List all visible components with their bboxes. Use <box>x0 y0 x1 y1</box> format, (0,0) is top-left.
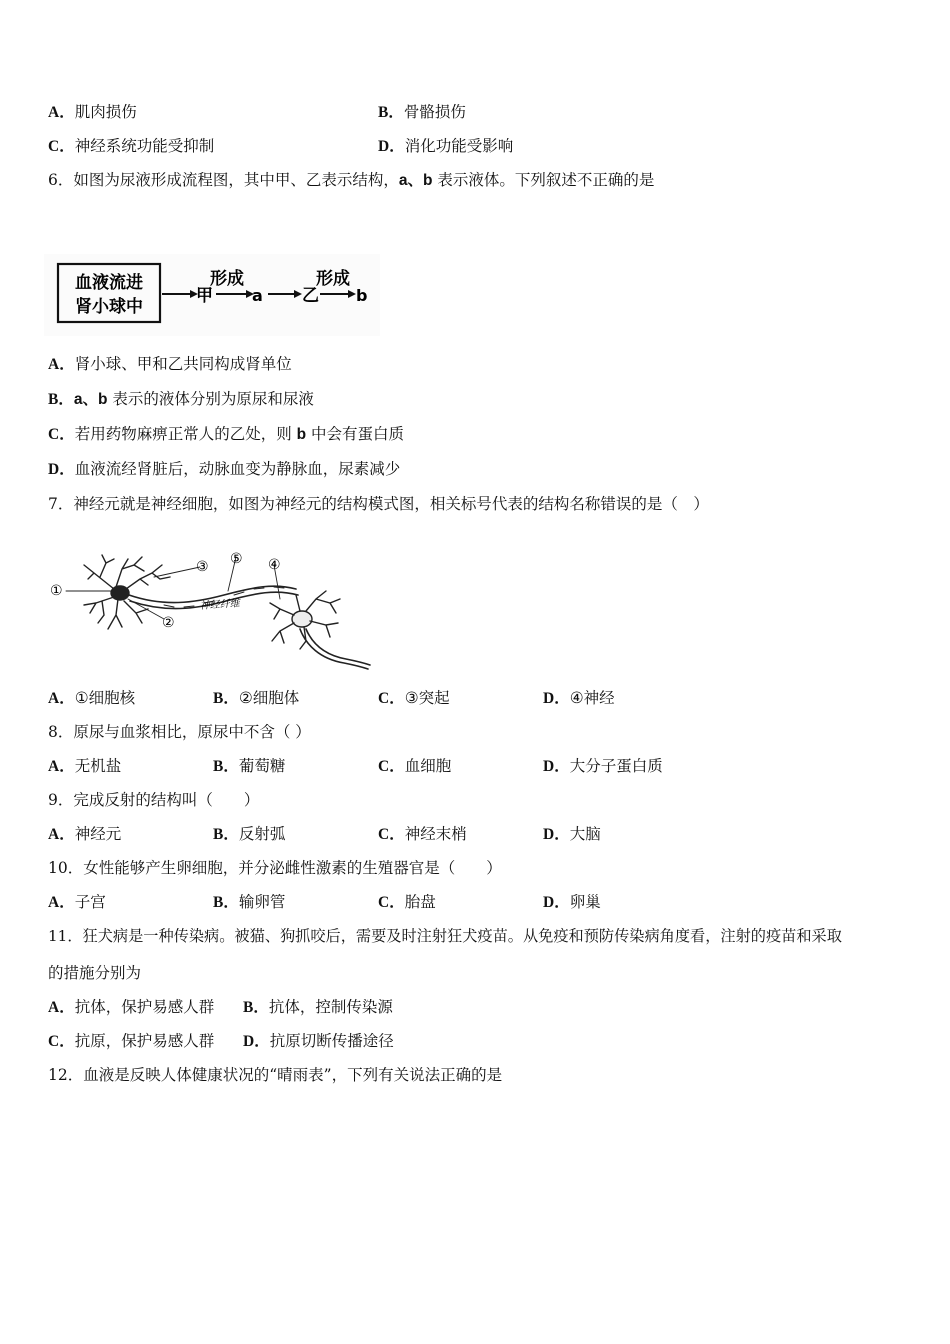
q9-stem: 9．完成反射的结构叫（ ） <box>48 791 260 809</box>
label-yi: 乙 <box>302 286 319 306</box>
nerve-fiber-label: 神经纤维 <box>199 598 241 612</box>
q8-stem: 8．原尿与血浆相比，原尿中不含（ ） <box>48 723 311 741</box>
q10-option-d: D．卵巢 <box>543 893 601 911</box>
neuron-drawing <box>66 555 370 669</box>
q7-option-a: A．①细胞核 <box>48 689 136 707</box>
q5-option-c: C．神经系统功能受抑制 <box>48 137 215 155</box>
dendrite-5 <box>126 565 170 589</box>
q10-option-c: C．胎盘 <box>378 893 436 911</box>
q6-option-d: D．血液流经肾脏后，动脉血变为静脉血，尿素减少 <box>48 460 401 478</box>
marker-2: ② <box>162 615 175 631</box>
q11-option-c: C．抗原，保护易感人群 <box>48 1032 215 1050</box>
q7-stem: 7．神经元就是神经细胞，如图为神经元的结构模式图，相关标号代表的结构名称错误的是（ ） <box>48 495 709 513</box>
right-cell-body <box>292 611 312 627</box>
q5-option-a: A．肌肉损伤 <box>48 103 137 121</box>
label-form-2: 形成 <box>316 269 350 289</box>
q8-option-c: C．血细胞 <box>378 757 452 775</box>
q7-option-b: B．②细胞体 <box>213 689 300 707</box>
q8-option-d: D．大分子蛋白质 <box>543 757 663 775</box>
q11-stem-line2: 的措施分别为 <box>48 964 142 982</box>
neuron-structure-diagram <box>44 545 384 675</box>
q9-option-d: D．大脑 <box>543 825 601 843</box>
q6-stem: 6．如图为尿液形成流程图，其中甲、乙表示结构，a、b 表示液体。下列叙述不正确的是 <box>48 171 655 189</box>
leader-3 <box>154 567 200 577</box>
q11-stem-line1: 11．狂犬病是一种传染病。被猫、狗抓咬后，需要及时注射狂犬疫苗。从免疫和预防传染病角度看，注射的疫苗和采取 <box>48 927 842 945</box>
q10-option-b: B．输卵管 <box>213 893 286 911</box>
q8-option-b: B．葡萄糖 <box>213 757 286 775</box>
label-b: b <box>356 286 368 305</box>
dendrite-1 <box>84 555 114 589</box>
right-dendrite-2 <box>270 603 294 643</box>
q6-option-c: C．若用药物麻痹正常人的乙处，则 b 中会有蛋白质 <box>48 425 405 443</box>
q8-option-a: A．无机盐 <box>48 757 122 775</box>
right-dendrite-1 <box>296 591 340 613</box>
dendrite-2 <box>116 557 144 587</box>
marker-3: ③ <box>196 559 209 575</box>
marker-5: ⑤ <box>230 551 243 567</box>
q6-option-a: A．肾小球、甲和乙共同构成肾单位 <box>48 355 292 373</box>
q10-option-a: A．子宫 <box>48 893 106 911</box>
q11-option-b: B．抗体，控制传染源 <box>243 998 393 1016</box>
q9-option-a: A．神经元 <box>48 825 122 843</box>
marker-4: ④ <box>268 557 281 573</box>
q11-option-d: D．抗原切断传播途径 <box>243 1032 394 1050</box>
q9-option-b: B．反射弧 <box>213 825 286 843</box>
q5-option-d: D．消化功能受影响 <box>378 137 514 155</box>
q6-option-b: B．a、b 表示的液体分别为原尿和尿液 <box>48 390 314 408</box>
urine-formation-flow-diagram <box>44 250 384 340</box>
q7-option-d: D．④神经 <box>543 689 615 707</box>
axon-tail-lower <box>306 629 370 665</box>
label-form-1: 形成 <box>210 269 244 289</box>
dendrite-4 <box>108 599 148 629</box>
label-a: a <box>252 286 263 305</box>
axon-tail-upper <box>300 629 368 669</box>
box-text-line2: 肾小球中 <box>75 297 143 317</box>
q9-option-c: C．神经末梢 <box>378 825 467 843</box>
q7-option-c: C．③突起 <box>378 689 450 707</box>
q5-option-b: B．骨骼损伤 <box>378 103 466 121</box>
dendrite-3 <box>84 597 114 623</box>
box-text-line1: 血液流进 <box>75 273 143 293</box>
q12-stem: 12．血液是反映人体健康状况的“晴雨表”，下列有关说法正确的是 <box>48 1066 503 1084</box>
marker-1: ① <box>50 583 63 599</box>
q10-stem: 10．女性能够产生卵细胞，并分泌雌性激素的生殖器官是（ ） <box>48 859 502 877</box>
q11-option-a: A．抗体，保护易感人群 <box>48 998 215 1016</box>
label-jia: 甲 <box>196 286 213 306</box>
